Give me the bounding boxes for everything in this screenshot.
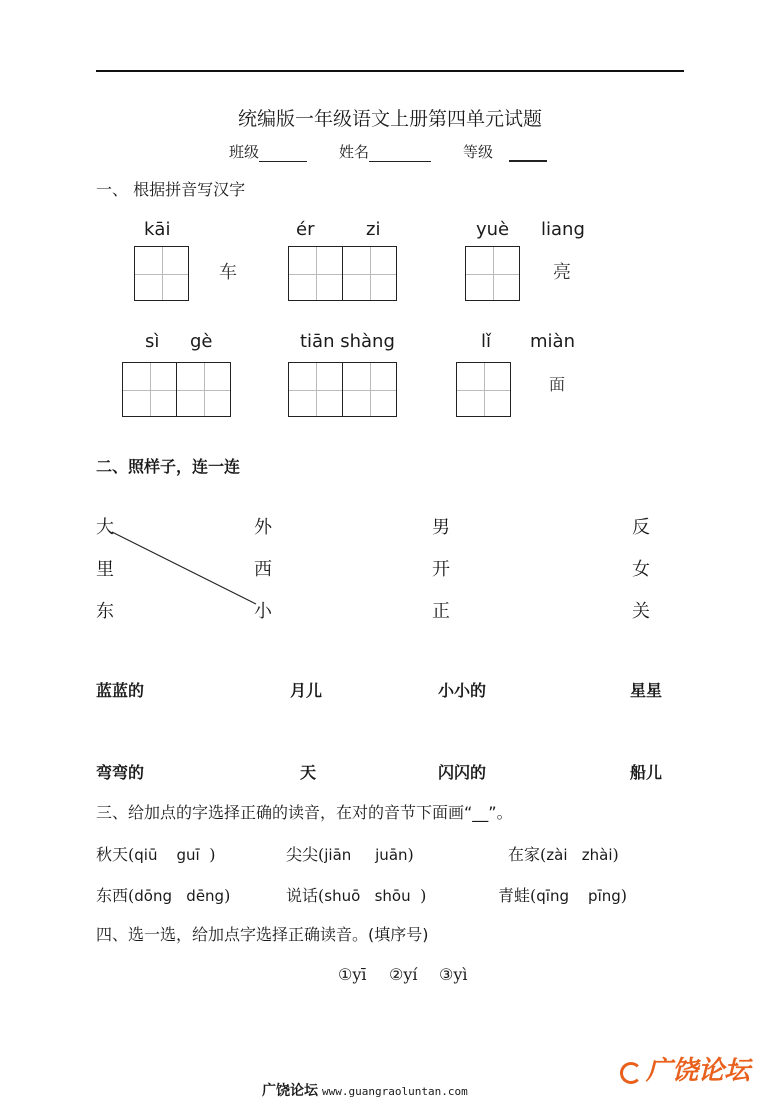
given-character: 车	[219, 262, 237, 283]
pinyin: liang	[541, 219, 585, 240]
footer	[262, 1080, 468, 1100]
pinyin: ér	[296, 219, 315, 240]
phrase-item[interactable]: 蓝蓝的	[96, 681, 145, 700]
logo-icon	[620, 1062, 642, 1084]
match-character[interactable]: 外	[254, 517, 272, 538]
match-character[interactable]: 正	[432, 601, 450, 622]
pinyin: tiān shàng	[300, 331, 395, 352]
pinyin-options[interactable]: dōng dēng	[134, 887, 225, 905]
footer-site-name: 广饶论坛	[262, 1083, 318, 1099]
dotted-word: 说话	[286, 886, 319, 905]
class-label: 班级	[229, 143, 260, 161]
match-character[interactable]: 小	[254, 601, 272, 622]
match-character[interactable]: 里	[96, 559, 114, 580]
option-item[interactable]: ③yì	[439, 965, 468, 984]
pinyin: miàn	[530, 331, 575, 352]
section3-heading: 三、给加点的字选择正确的读音，在对的音节下面画“__”。	[96, 803, 513, 822]
phrase-item[interactable]: 天	[300, 763, 317, 782]
site-logo-text: 广饶论坛	[646, 1056, 751, 1086]
match-character[interactable]: 西	[254, 559, 272, 580]
reading-choice: 说话(shuō shōu )	[286, 886, 427, 905]
pinyin: yuè	[476, 219, 510, 240]
pinyin-options[interactable]: qiū guī	[134, 846, 210, 864]
page-title: 统编版一年级语文上册第四单元试题	[237, 108, 542, 130]
pinyin-options[interactable]: qīng pīng	[536, 887, 621, 905]
given-character: 面	[549, 375, 566, 394]
section4-heading: 四、选一选，给加点字选择正确读音。(填序号)	[96, 925, 429, 944]
pinyin: gè	[190, 331, 213, 352]
reading-choice: 东西(dōng dēng)	[96, 886, 231, 905]
match-character[interactable]: 大	[96, 517, 114, 538]
pinyin-options[interactable]: jiān juān	[324, 846, 408, 864]
name-label: 姓名	[339, 143, 370, 161]
footer-url[interactable]: www.guangraoluntan.com	[322, 1085, 468, 1098]
pinyin: kāi	[144, 219, 171, 240]
phrase-item[interactable]: 月儿	[290, 681, 323, 700]
pinyin: sì	[145, 331, 160, 352]
section1-heading: 一、 根据拼音写汉字	[96, 180, 246, 199]
section2-heading: 二、照样子，连一连	[96, 457, 241, 476]
match-character[interactable]: 开	[432, 559, 450, 580]
phrase-item[interactable]: 闪闪的	[438, 763, 487, 782]
pinyin: zi	[366, 219, 381, 240]
match-character[interactable]: 反	[632, 517, 650, 538]
reading-choice: 青蛙(qīng pīng)	[498, 886, 628, 905]
match-character[interactable]: 男	[432, 517, 450, 538]
match-character[interactable]: 女	[632, 559, 650, 580]
phrase-item[interactable]: 船儿	[630, 763, 663, 782]
dotted-word: 秋天	[96, 845, 129, 864]
match-character[interactable]: 关	[632, 601, 650, 622]
given-character: 亮	[553, 262, 571, 283]
match-character[interactable]: 东	[96, 601, 114, 622]
option-item[interactable]: ②yí	[389, 965, 418, 984]
pinyin-options[interactable]: shuō shōu	[324, 887, 421, 905]
phrase-item[interactable]: 星星	[630, 681, 663, 700]
reading-choice: 在家(zài zhài)	[508, 845, 619, 864]
grade-label: 等级	[463, 143, 494, 161]
phrase-item[interactable]: 弯弯的	[96, 763, 145, 782]
dotted-word: 青蛙	[498, 886, 531, 905]
option-item[interactable]: ①yī	[338, 965, 367, 984]
reading-choice: 秋天(qiū guī )	[96, 845, 216, 864]
dotted-word: 在家	[508, 845, 541, 864]
phrase-item[interactable]: 小小的	[438, 681, 487, 700]
dotted-word: 东西	[96, 886, 129, 905]
pinyin: lǐ	[481, 331, 492, 352]
reading-choice: 尖尖(jiān juān)	[286, 845, 414, 864]
pinyin-options[interactable]: zài zhài	[546, 846, 613, 864]
dotted-word: 尖尖	[286, 845, 319, 864]
